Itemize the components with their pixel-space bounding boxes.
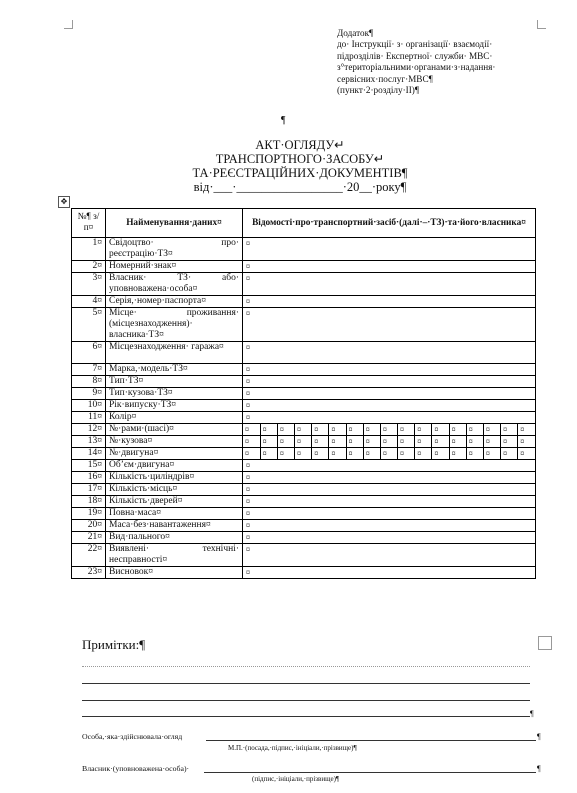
table-row — [72, 273, 536, 296]
row-number: 22¤ — [72, 544, 106, 567]
row-label: Кількість·місць¤ — [106, 484, 243, 496]
row-number: 1¤ — [72, 238, 106, 261]
char-box[interactable]: ¤ — [329, 448, 346, 459]
act-title-line: АКТ·ОГЛЯДУ↵ — [255, 138, 345, 152]
row-number: 10¤ — [72, 400, 106, 412]
inspection-table — [71, 208, 536, 579]
inspector-caption: М.П.·(посада,·підпис,·ініціали,·прізвище)¶ — [228, 744, 357, 752]
table-row — [72, 496, 536, 508]
char-box[interactable]: ¤ — [449, 436, 466, 447]
table-row — [72, 532, 536, 544]
row-label: Тип·ТЗ¤ — [106, 376, 243, 388]
value-cell[interactable]: ¤ — [243, 238, 536, 261]
row-label: Свідоцтво· про· реєстрацію·ТЗ¤ — [106, 238, 243, 261]
notes-title: Примітки:¶ — [82, 637, 146, 652]
row-number: 2¤ — [72, 261, 106, 273]
row-label: Тип·кузова·ТЗ¤ — [106, 388, 243, 400]
char-box[interactable]: ¤ — [483, 424, 500, 435]
char-box[interactable]: ¤ — [380, 436, 397, 447]
row-number: 5¤ — [72, 308, 106, 342]
row-label: Кількість·дверей¤ — [106, 496, 243, 508]
char-box[interactable]: ¤ — [312, 424, 329, 435]
row-label: Висновок¤ — [106, 567, 243, 579]
table-row — [72, 261, 536, 273]
table-row — [72, 388, 536, 400]
row-label: Номерний·знак¤ — [106, 261, 243, 273]
row-label: №·кузова¤ — [106, 436, 243, 448]
value-cell[interactable]: ¤ — [243, 460, 536, 472]
char-box[interactable]: ¤ — [295, 436, 312, 447]
table-row — [72, 342, 536, 364]
appendix-line: з°територіальними·органами·з·надання· — [337, 62, 496, 73]
value-cell[interactable]: ¤ — [243, 520, 536, 532]
row-number: 6¤ — [72, 342, 106, 364]
char-box[interactable]: ¤ — [243, 448, 260, 459]
act-title-line: ТРАНСПОРТНОГО·ЗАСОБУ↵ — [215, 152, 385, 166]
row-number: 4¤ — [72, 296, 106, 308]
notes-line[interactable] — [82, 683, 530, 684]
row-number: 17¤ — [72, 484, 106, 496]
char-box[interactable]: ¤ — [501, 436, 518, 447]
row-number: 20¤ — [72, 520, 106, 532]
value-cell[interactable]: ¤ — [243, 496, 536, 508]
char-box[interactable]: ¤ — [380, 448, 397, 459]
table-row — [72, 448, 536, 460]
char-box[interactable]: ¤ — [243, 424, 260, 435]
char-box[interactable]: ¤ — [466, 448, 483, 459]
char-box[interactable]: ¤ — [243, 436, 260, 447]
row-number: 8¤ — [72, 376, 106, 388]
table-row — [72, 424, 536, 436]
char-box[interactable]: ¤ — [501, 424, 518, 435]
table-row — [72, 567, 536, 579]
row-label: №·двигуна¤ — [106, 448, 243, 460]
row-number: 23¤ — [72, 567, 106, 579]
act-date-line: від·___·_________________·20__·року¶ — [193, 180, 407, 194]
table-row — [72, 484, 536, 496]
row-number: 7¤ — [72, 364, 106, 376]
char-box[interactable]: ¤ — [518, 436, 535, 447]
value-cell[interactable]: ¤ — [243, 308, 536, 342]
inspector-label: Особа,·яка·здійснювала·огляд — [82, 732, 183, 741]
row-label: Місцезнаходження· гаража¤ — [106, 342, 243, 364]
table-row — [72, 400, 536, 412]
appendix-line: до· Інструкції· з· організації· взаємодії· — [337, 39, 493, 50]
char-box[interactable]: ¤ — [260, 436, 277, 447]
value-cell[interactable]: ¤ — [243, 376, 536, 388]
paragraph-mark: ¶ — [281, 115, 286, 126]
char-boxes[interactable] — [243, 448, 536, 460]
table-row — [72, 364, 536, 376]
value-cell[interactable]: ¤ — [243, 472, 536, 484]
char-box[interactable]: ¤ — [449, 448, 466, 459]
row-number: 15¤ — [72, 460, 106, 472]
char-box[interactable]: ¤ — [432, 448, 449, 459]
owner-caption: (підпис,·ініціали,·прізвище)¶ — [252, 775, 340, 783]
char-box[interactable]: ¤ — [312, 436, 329, 447]
owner-label: Власник·(уповноважена·особа)· — [82, 764, 190, 773]
char-box[interactable]: ¤ — [415, 436, 432, 447]
value-cell[interactable]: ¤ — [243, 400, 536, 412]
row-number: 19¤ — [72, 508, 106, 520]
header-info: Відомості·про·транспортний·засіб·(далі·–·ТЗ)·та·його·власника¤ — [243, 209, 536, 238]
notes-line[interactable] — [82, 666, 530, 667]
char-box[interactable]: ¤ — [518, 448, 535, 459]
row-label: Власник· ТЗ· або· уповноважена·особа¤ — [106, 273, 243, 296]
row-label: Марка,·модель·ТЗ¤ — [106, 364, 243, 376]
table-header-row — [72, 209, 536, 238]
char-box[interactable]: ¤ — [398, 424, 415, 435]
row-label: Об’єм·двигуна¤ — [106, 460, 243, 472]
table-row — [72, 238, 536, 261]
row-label: Серія,·номер·паспорта¤ — [106, 296, 243, 308]
row-label: Кількість·циліндрів¤ — [106, 472, 243, 484]
value-cell[interactable]: ¤ — [243, 296, 536, 308]
row-number: 14¤ — [72, 448, 106, 460]
value-cell[interactable]: ¤ — [243, 544, 536, 567]
table-row — [72, 412, 536, 424]
char-box[interactable]: ¤ — [277, 424, 294, 435]
char-box[interactable]: ¤ — [518, 424, 535, 435]
char-box[interactable]: ¤ — [432, 436, 449, 447]
table-row — [72, 508, 536, 520]
appendix-line: (пункт·2·розділу·ІІ)¶ — [337, 85, 420, 96]
char-box[interactable]: ¤ — [483, 448, 500, 459]
header-name: Найменування·даних¤ — [106, 209, 243, 238]
value-cell[interactable]: ¤ — [243, 412, 536, 424]
row-number: 18¤ — [72, 496, 106, 508]
char-box[interactable]: ¤ — [483, 436, 500, 447]
row-number: 11¤ — [72, 412, 106, 424]
char-boxes[interactable] — [243, 436, 536, 448]
paragraph-mark: ¶ — [530, 709, 534, 718]
row-number: 12¤ — [72, 424, 106, 436]
char-box[interactable]: ¤ — [329, 424, 346, 435]
row-label: Виявлені· технічні· несправності¤ — [106, 544, 243, 567]
paragraph-mark: ¶ — [537, 764, 541, 773]
char-box[interactable]: ¤ — [312, 448, 329, 459]
header-num: №¶ з/п¤ — [72, 209, 106, 238]
char-box[interactable]: ¤ — [415, 448, 432, 459]
char-box[interactable]: ¤ — [363, 436, 380, 447]
value-cell[interactable]: ¤ — [243, 364, 536, 376]
char-box[interactable]: ¤ — [501, 448, 518, 459]
char-box[interactable]: ¤ — [346, 436, 363, 447]
value-cell[interactable]: ¤ — [243, 261, 536, 273]
table-row — [72, 296, 536, 308]
char-box[interactable]: ¤ — [277, 448, 294, 459]
char-box[interactable]: ¤ — [346, 424, 363, 435]
row-label: №·рами·(шасі)¤ — [106, 424, 243, 436]
row-label: Колір¤ — [106, 412, 243, 424]
char-box[interactable]: ¤ — [398, 436, 415, 447]
row-label: Повна·маса¤ — [106, 508, 243, 520]
row-number: 21¤ — [72, 532, 106, 544]
table-row — [72, 520, 536, 532]
char-box[interactable]: ¤ — [295, 448, 312, 459]
table-row — [72, 376, 536, 388]
notes-line[interactable] — [82, 700, 530, 701]
value-cell[interactable]: ¤ — [243, 532, 536, 544]
row-number: 16¤ — [72, 472, 106, 484]
table-row — [72, 460, 536, 472]
table-row — [72, 544, 536, 567]
char-box[interactable]: ¤ — [432, 424, 449, 435]
owner-signature-line[interactable] — [204, 772, 536, 773]
appendix-line: Додаток¶ — [337, 28, 374, 38]
row-number: 9¤ — [72, 388, 106, 400]
char-box[interactable]: ¤ — [295, 424, 312, 435]
char-box[interactable]: ¤ — [466, 424, 483, 435]
char-box[interactable]: ¤ — [277, 436, 294, 447]
value-cell[interactable]: ¤ — [243, 388, 536, 400]
appendix-line: сервісних·послуг·МВС¶ — [337, 73, 433, 84]
value-cell[interactable]: ¤ — [243, 342, 536, 364]
table-row — [72, 472, 536, 484]
inspector-signature-line[interactable] — [206, 740, 536, 741]
char-box[interactable]: ¤ — [415, 424, 432, 435]
char-box[interactable]: ¤ — [466, 436, 483, 447]
value-cell[interactable]: ¤ — [243, 273, 536, 296]
char-box[interactable]: ¤ — [398, 448, 415, 459]
row-label: Місце· проживання· (місцезнаходження)· власника·ТЗ¤ — [106, 308, 243, 342]
row-number: 13¤ — [72, 436, 106, 448]
char-box[interactable]: ¤ — [260, 424, 277, 435]
row-number: 3¤ — [72, 273, 106, 296]
row-label: Вид·пального¤ — [106, 532, 243, 544]
table-row — [72, 308, 536, 342]
char-box[interactable]: ¤ — [260, 448, 277, 459]
char-box[interactable]: ¤ — [363, 448, 380, 459]
crop-mark — [64, 20, 73, 29]
notes-line[interactable] — [82, 716, 530, 717]
move-handle-icon[interactable]: ✥ — [58, 196, 70, 208]
char-box[interactable]: ¤ — [363, 424, 380, 435]
value-cell[interactable]: ¤ — [243, 508, 536, 520]
row-label: Маса·без·навантаження¤ — [106, 520, 243, 532]
char-box[interactable]: ¤ — [380, 424, 397, 435]
char-boxes[interactable] — [243, 424, 536, 436]
value-cell[interactable]: ¤ — [243, 484, 536, 496]
char-box[interactable]: ¤ — [329, 436, 346, 447]
char-box[interactable]: ¤ — [449, 424, 466, 435]
act-title-line: ТА·РЕЄСТРАЦІЙНИХ·ДОКУМЕНТІВ¶ — [192, 166, 408, 180]
paragraph-mark: ¶ — [537, 732, 541, 741]
value-cell[interactable]: ¤ — [243, 567, 536, 579]
char-box[interactable]: ¤ — [346, 448, 363, 459]
row-label: Рік·випуску·ТЗ¤ — [106, 400, 243, 412]
table-row — [72, 436, 536, 448]
appendix-header — [337, 28, 542, 96]
end-marker-box — [538, 636, 552, 650]
appendix-line: підрозділів· Експертної· служби· МВС· — [337, 50, 493, 61]
